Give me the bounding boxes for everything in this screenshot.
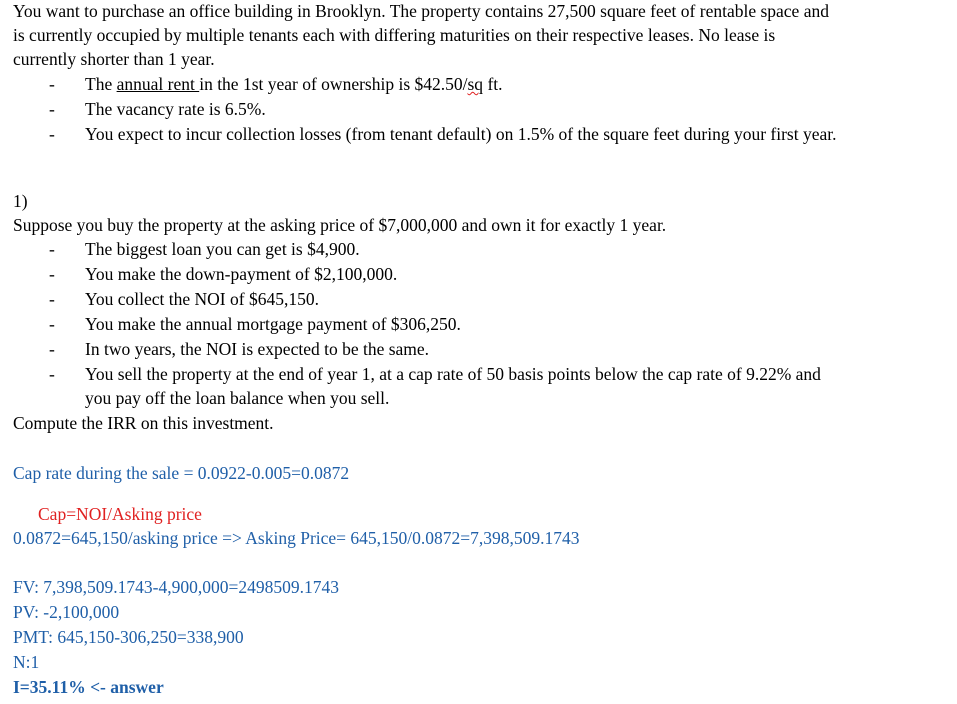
cap-formula: Cap=NOI/Asking price	[38, 504, 202, 524]
pv-line: PV: -2,100,000	[13, 602, 120, 622]
asking-price-calc: 0.0872=645,150/asking price => Asking Price= 645,150/0.0872=7,398,509.1743	[13, 528, 580, 548]
bullet-text: You sell the property at the end of year 1, at a cap rate of 50 basis points below the cap rate of 9.22% and	[85, 364, 821, 384]
intro-line-3: currently shorter than 1 year.	[13, 49, 215, 69]
pmt-line: PMT: 645,150-306,250=338,900	[13, 627, 244, 647]
bullet-dash: -	[49, 314, 55, 334]
spellcheck-word: sq	[467, 74, 484, 94]
n-line: N:1	[13, 652, 40, 672]
question-bullet	[49, 338, 429, 360]
bullet-text: You make the annual mortgage payment of $306,250.	[85, 314, 461, 334]
intro-line-1: You want to purchase an office building in Brooklyn. The property contains 27,500 square feet of rentable space and	[13, 1, 829, 21]
question-bullet	[49, 288, 319, 310]
question-bullet	[49, 263, 397, 285]
bullet-text: in the 1st year of ownership is $42.50/	[199, 74, 468, 94]
bullet-text: The	[85, 74, 117, 94]
question-bullet	[49, 363, 821, 385]
fv-line: FV: 7,398,509.1743-4,900,000=2498509.1743	[13, 577, 340, 597]
bullet-dash: -	[49, 264, 55, 284]
intro-bullet-losses	[49, 123, 836, 145]
question-bullet	[49, 313, 461, 335]
question-prompt: Suppose you buy the property at the asking price of $7,000,000 and own it for exactly 1 year.	[13, 215, 667, 235]
bullet-dash: -	[49, 99, 55, 119]
intro-line-2: is currently occupied by multiple tenants each with differing maturities on their respective leases. No lease is	[13, 25, 776, 45]
bullet-dash: -	[49, 124, 55, 144]
question-number: 1)	[13, 191, 28, 211]
bullet-text: You collect the NOI of $645,150.	[85, 289, 319, 309]
question-instruction: Compute the IRR on this investment.	[13, 413, 274, 433]
bullet-text: You make the down-payment of $2,100,000.	[85, 264, 398, 284]
question-bullet-continuation: you pay off the loan balance when you sell.	[85, 388, 390, 408]
bullet-dash: -	[49, 339, 55, 359]
annual-rent-link: annual rent	[116, 74, 200, 94]
cap-rate-sale: Cap rate during the sale = 0.0922-0.005=0.0872	[13, 463, 350, 483]
bullet-dash: -	[49, 239, 55, 259]
irr-answer: I=35.11% <- answer	[13, 677, 164, 697]
bullet-dash: -	[49, 364, 55, 384]
question-bullet	[49, 238, 360, 260]
bullet-dash: -	[49, 289, 55, 309]
bullet-text: You expect to incur collection losses (from tenant default) on 1.5% of the square feet during your first year.	[85, 124, 837, 144]
bullet-text: The vacancy rate is 6.5%.	[85, 99, 266, 119]
bullet-text: ft.	[483, 74, 503, 94]
bullet-text: In two years, the NOI is expected to be the same.	[85, 339, 430, 359]
bullet-dash: -	[49, 74, 55, 94]
bullet-text: The biggest loan you can get is $4,900.	[85, 239, 360, 259]
intro-bullet-vacancy	[49, 98, 266, 120]
intro-bullet-rent	[49, 73, 503, 95]
